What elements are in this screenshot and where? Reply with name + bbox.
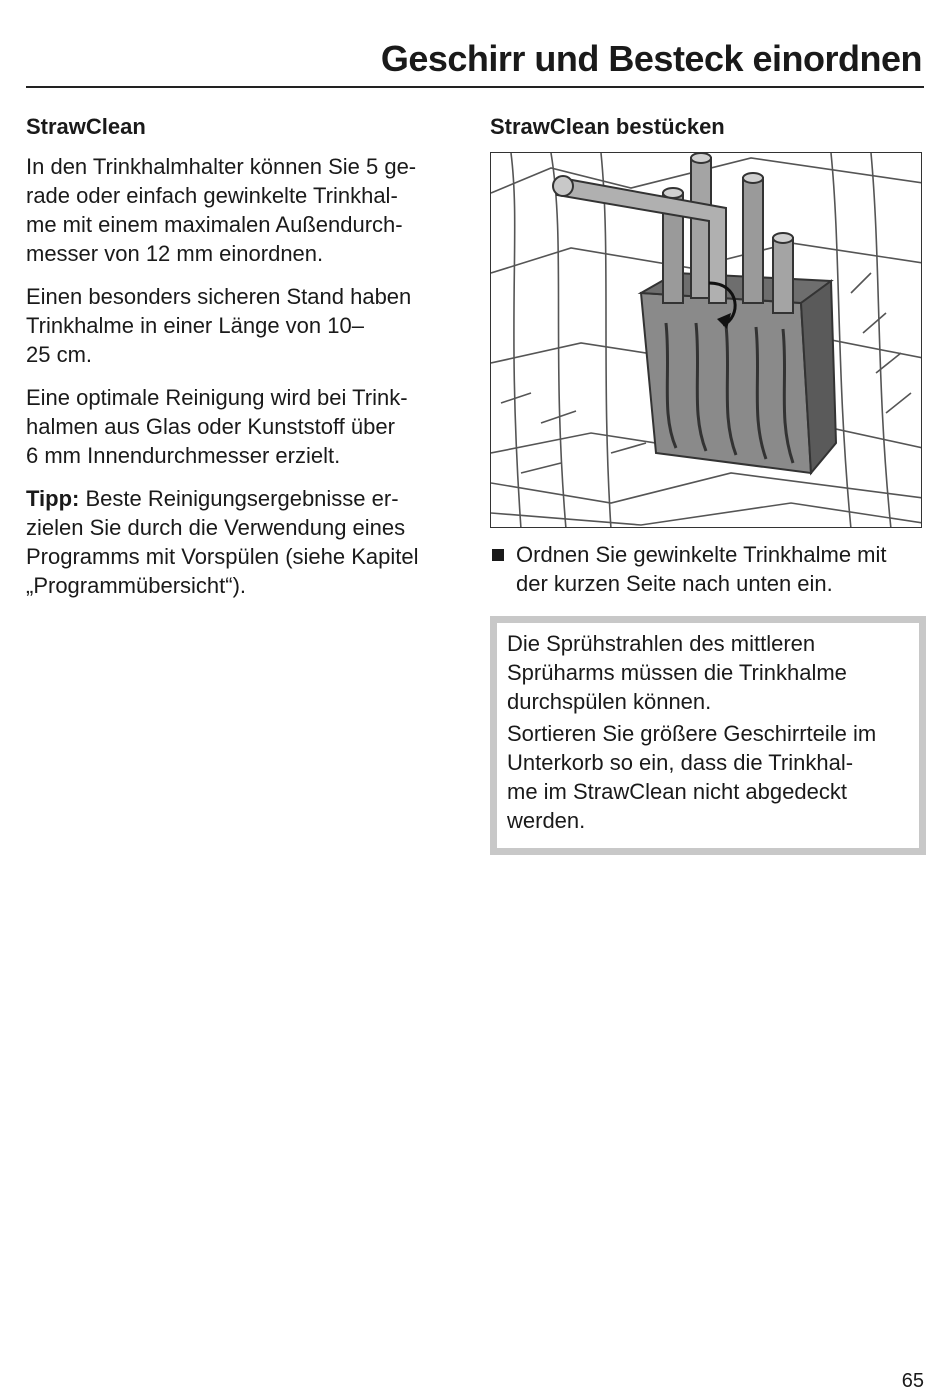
note-paragraph-arrangement: Sortieren Sie größere Geschirrteile im Unterkorb so ein, dass die Trinkhal- me im StrawClean nicht abgedeckt werden. [507, 721, 877, 833]
note-paragraph-spray: Die Sprühstrahlen des mittleren Sprüharms müssen die Trinkhalme durchspülen können. [507, 631, 847, 714]
paragraph-capacity: In den Trinkhalmhalter können Sie 5 ge- rade oder einfach gewinkelte Trinkhal- me mit einem maximalen Außendurch- messer von 12 mm einordnen. [26, 154, 417, 266]
tip-label: Tipp: [26, 486, 80, 511]
right-column [490, 112, 926, 855]
instruction-bullet [490, 540, 926, 598]
instruction-text: Ordnen Sie gewinkelte Trinkhalme mit der kurzen Seite nach unten ein. [516, 542, 887, 596]
bullet-square-icon [492, 549, 504, 561]
paragraph-length: Einen besonders sicheren Stand haben Trinkhalme in einer Länge von 10– 25 cm. [26, 284, 412, 367]
tip-text: Beste Reinigungsergebnisse er- zielen Sie durch die Verwendung eines Programms mit Vorspülen (siehe Kapitel „Programmübersicht“). [26, 486, 419, 598]
section-heading-strawclean: StrawClean [26, 114, 146, 139]
tip-paragraph [26, 484, 466, 600]
paragraph-cleaning: Eine optimale Reinigung wird bei Trink- halmen aus Glas oder Kunststoff über 6 mm Innendurchmesser erzielt. [26, 385, 408, 468]
page-number: 65 [901, 1370, 924, 1392]
strawclean-illustration-svg [491, 153, 922, 528]
section-heading-loading: StrawClean bestücken [490, 114, 725, 139]
strawclean-illustration [490, 152, 922, 528]
page-title: Geschirr und Besteck einordnen [380, 38, 922, 79]
note-box [490, 616, 926, 855]
left-column [26, 112, 466, 614]
header-divider [26, 86, 924, 88]
